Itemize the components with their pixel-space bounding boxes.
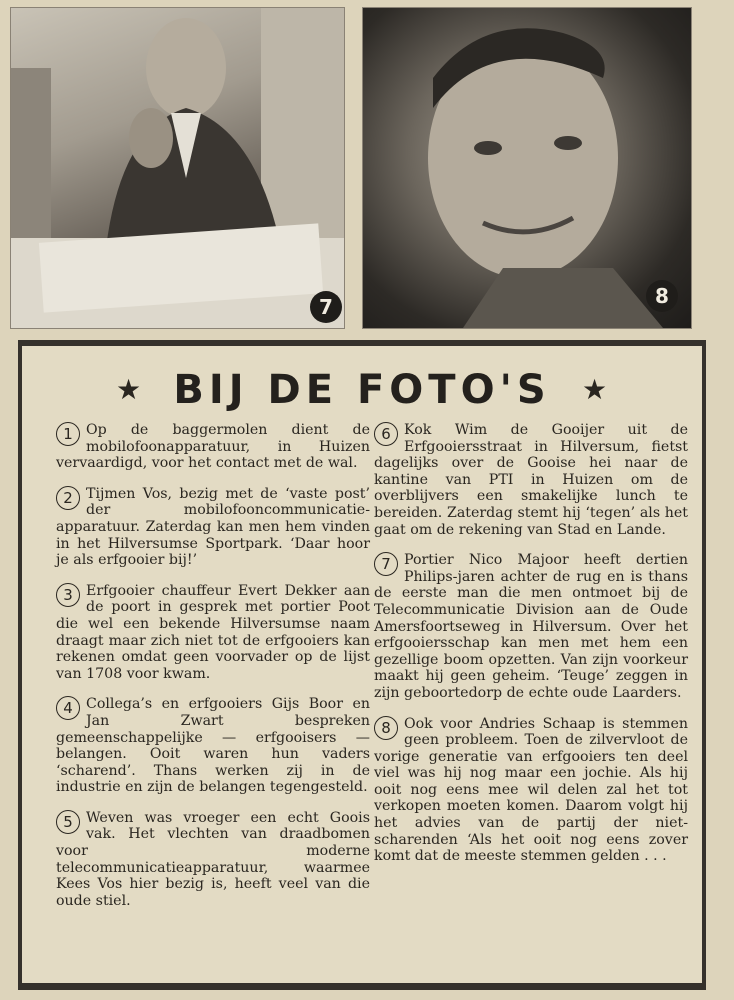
caption-item: [374, 422, 688, 538]
caption-text: Tijmen Vos, bezig met de ‘vaste post’ der mobilofooncommunicatie-apparatuur. Zaterdag kan men hem vinden in het Hilversumse Sportpark. ‘Daar hoor je als erfgooier bij!’: [56, 485, 370, 569]
caption-text: Ook voor Andries Schaap is stemmen geen probleem. Toen de zilvervloot de vorige generatie van erfgooiers ten deel viel was hij nog maar een jochie. Als hij ooit nog eens mee wil delen zal het tot verkopen moeten komen. Daarom volgt hij het advies van de partij der niet-scharenden ‘Als het ooit nog eens zover komt dat de meeste stemmen gelden . . .: [374, 715, 688, 865]
caption-item: [374, 716, 688, 865]
caption-number: 1: [56, 422, 80, 446]
caption-number: 2: [56, 486, 80, 510]
caption-text: Weven was vroeger een echt Goois vak. Het vlechten van draadbomen voor moderne telecommunicatieapparatuur, waarmee Kees Vos hier bezig is, heeft veel van die oude stiel.: [56, 809, 370, 909]
photo-7-image: [11, 8, 344, 328]
caption-item: [56, 583, 370, 683]
caption-number: 6: [374, 422, 398, 446]
photo-7: [10, 7, 345, 329]
caption-column-left: [56, 422, 370, 923]
caption-text: Collega’s en erfgooiers Gijs Boor en Jan Zwart bespreken gemeenschappelijke — erfgooisers — belangen. Ooit waren hun vaders ‘scharend’. Thans werken zij in de industrie en zijn de belangen tegengesteld.: [56, 696, 370, 796]
caption-item: [56, 422, 370, 472]
headline-row: [22, 364, 702, 416]
star-icon: ★: [582, 373, 608, 406]
caption-box: [18, 340, 706, 990]
caption-column-right: [374, 422, 688, 879]
caption-item: [56, 486, 370, 569]
caption-number: 7: [374, 552, 398, 576]
caption-text: Portier Nico Majoor heeft dertien Philips-jaren achter de rug en is thans de eerste man die men ontmoet bij de Telecommunicatie Division aan de Oude Amersfoortseweg in Hilversum. Over het erfgooiersschap kan men met hem een gezellige boom opzetten. Van zijn voorkeur maakt hij geen geheim. ‘Teuge’ zeggen in zijn geboortedorp de echte oude Laarders.: [374, 552, 688, 701]
page-title: BIJ DE FOTO'S: [173, 367, 551, 413]
caption-text: Erfgooier chauffeur Evert Dekker aan de poort in gesprek met portier Poot die wel een bekende Hilversumse naam draagt maar zich niet tot de erfgooiers kan rekenen omdat geen voorvader op de lijst van 1708 voor kwam.: [56, 582, 370, 682]
star-icon: ★: [116, 373, 142, 406]
caption-number: 3: [56, 583, 80, 607]
caption-number: 5: [56, 810, 80, 834]
caption-item: [56, 810, 370, 910]
caption-text: Op de baggermolen dient de mobilofoonapparatuur, in Huizen vervaardigd, voor het contact met de wal.: [56, 422, 370, 472]
photo-8: [362, 7, 692, 329]
caption-text: Kok Wim de Gooijer uit de Erfgooiersstraat in Hilversum, fietst dagelijks over de Gooise hei naar de kantine van PTI in Huizen om de overblijvers een smakelijke lunch te bereiden. Zaterdag stemt hij ‘tegen’ als het gaat om de rekening van Stad en Lande.: [374, 422, 688, 538]
photo-7-number-badge: 7: [310, 291, 342, 323]
caption-number: 8: [374, 716, 398, 740]
caption-item: [56, 696, 370, 796]
photo-8-number-badge: 8: [646, 280, 678, 312]
caption-number: 4: [56, 696, 80, 720]
caption-item: [374, 552, 688, 701]
photo-8-image: [363, 8, 691, 328]
